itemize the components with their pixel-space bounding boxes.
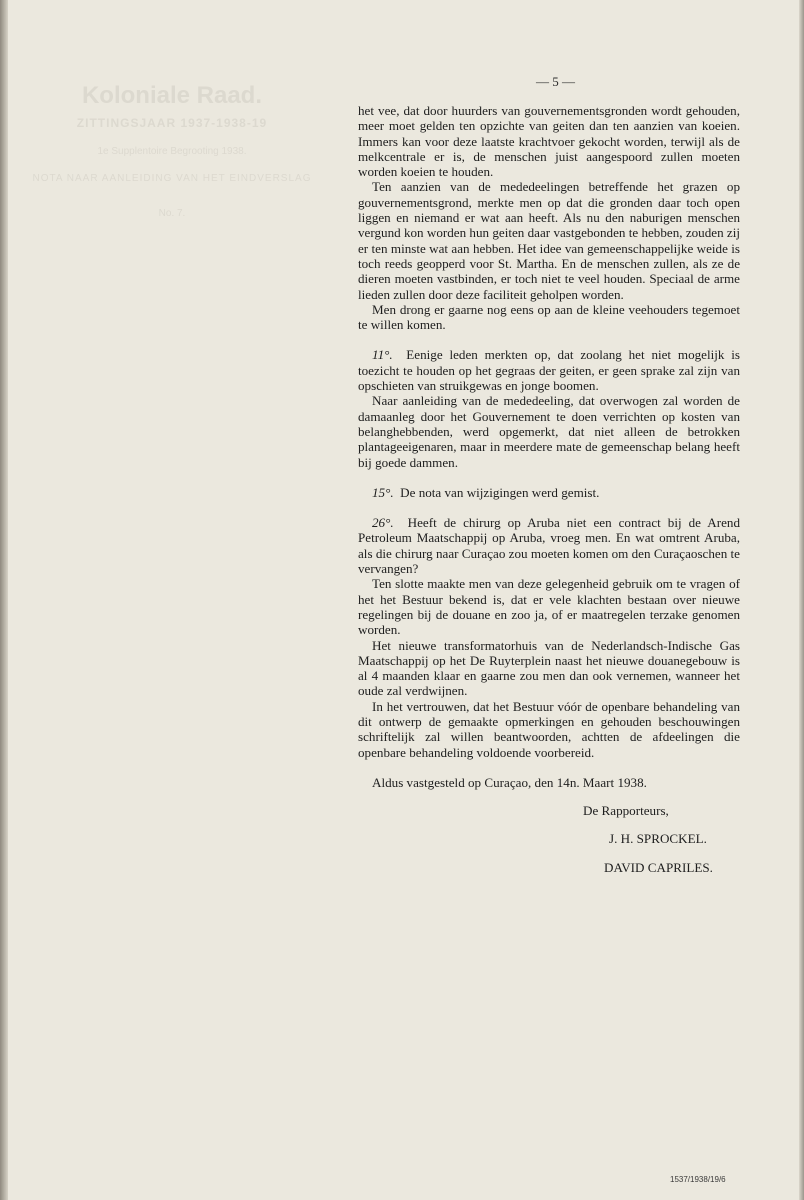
numbered-paragraph — [358, 347, 740, 393]
bleed-line-5: No. 7. — [158, 208, 186, 219]
footer-code: 1537/1938/19/6 — [670, 1175, 726, 1184]
paragraph: Het nieuwe transformatorhuis van de Nederlandsch-Indische Gas Maatschappij op het De Ruyterplein naast het nieuwe douanegebouw is al 4 maanden klaar en gaarne zou men dan ook vernemen, wanneer het oude zal verdwijnen. — [358, 637, 740, 699]
paragraph-text: Eenige leden merkten op, dat zoolang het niet mogelijk is toezicht te houden op het gegraas der geiten, er geen sprake zal zijn van opschieten van struikgewas en jonge boomen. — [358, 347, 740, 394]
paragraph: In het vertrouwen, dat het Bestuur vóór de openbare behandeling van dit ontwerp de gemaakte opmerkingen en gehouden beschouwingen schriftelijk zal willen beantwoorden, achtten de afdeelingen die openbare behandeling voldoende voorbereid. — [358, 698, 740, 760]
paragraph-number: 15°. — [372, 484, 394, 500]
paragraph: Ten slotte maakte men van deze gelegenheid gebruik om te vragen of het het Bestuur bekend is, dat er vele klachten bestaan over nieuwe regelingen bij de douane en zoo ja, of er maatregelen terzake genomen worden. — [358, 576, 740, 638]
page-edge-left — [0, 0, 8, 1200]
paragraph-text: De nota van wijzigingen werd gemist. — [400, 484, 600, 500]
bleed-line-1: Koloniale Raad. — [81, 82, 263, 109]
paragraph: Ten aanzien van de mededeelingen betreffende het grazen op gouvernementsgrond, merkte men op dat die gronden daar toch open liggen en niemand er wat aan heeft. Als nu den naburigen menschen vergund kon worden hun geiten daar vastgebonden te hebben, zouden zij er ten minste wat aan hebben. Het idee van gemeenschappelijke weide is toch reeds geopperd voor St. Martha. En de menschen zullen, als ze de dieren moeten vastbinden, er toch niet te veel houden. Speciaal de arme lieden zullen door deze faciliteit geholpen worden. — [358, 179, 740, 302]
bleed-line-3: 1e Supplentoire Begrooting 1938. — [97, 146, 247, 157]
page-number: — 5 — — [536, 74, 575, 89]
page-edge-right — [799, 0, 804, 1200]
document-body — [358, 103, 740, 875]
numbered-paragraph — [358, 515, 740, 576]
rapporteurs-label: De Rapporteurs, — [583, 803, 669, 819]
bleed-through-text — [22, 78, 322, 219]
paragraph: Naar aanleiding van de mededeeling, dat overwogen zal worden de damaanleg door het Gouvernement te doen verrichten op kosten van belanghebbenden, werd opgemerkt, dat niet alleen de betrokken plantageeigenaren, maar in meerdere mate de gemeenschap belang heeft bij goede dammen. — [358, 393, 740, 470]
bleed-line-2: ZITTINGSJAAR 1937-1938-19 — [76, 116, 268, 130]
closing-statement: Aldus vastgesteld op Curaçao, den 14n. Maart 1938. — [372, 774, 647, 790]
signature-sprockel: J. H. SPROCKEL. — [609, 831, 707, 847]
numbered-paragraph — [358, 485, 740, 500]
signature-capriles: DAVID CAPRILES. — [604, 859, 713, 875]
paragraph-text: Heeft de chirurg op Aruba niet een contract bij de Arend Petroleum Maatschappij op Aruba, vroeg men. En wat omtrent Aruba, als die chirurg naar Curaçao zou moeten komen om den Curaçaoschen te vervangen? — [358, 515, 740, 577]
bleed-line-4: NOTA NAAR AANLEIDING VAN HET EINDVERSLAG — [32, 173, 312, 184]
paragraph-number: 11°. — [372, 347, 393, 363]
paragraph-number: 26°. — [372, 515, 394, 531]
paragraph: Men drong er gaarne nog eens op aan de kleine veehouders tegemoet te willen komen. — [358, 301, 740, 333]
paragraph: het vee, dat door huurders van gouvernementsgronden wordt gehouden, meer moet gelden ten opzichte van geiten dan ten aanzien van koeien. Immers kan voor deze laatste krachtvoer gekocht worden, terwijl als de melkcentrale er is, de menschen juist aangespoord zullen moeten worden koeien te houden. — [358, 103, 740, 180]
